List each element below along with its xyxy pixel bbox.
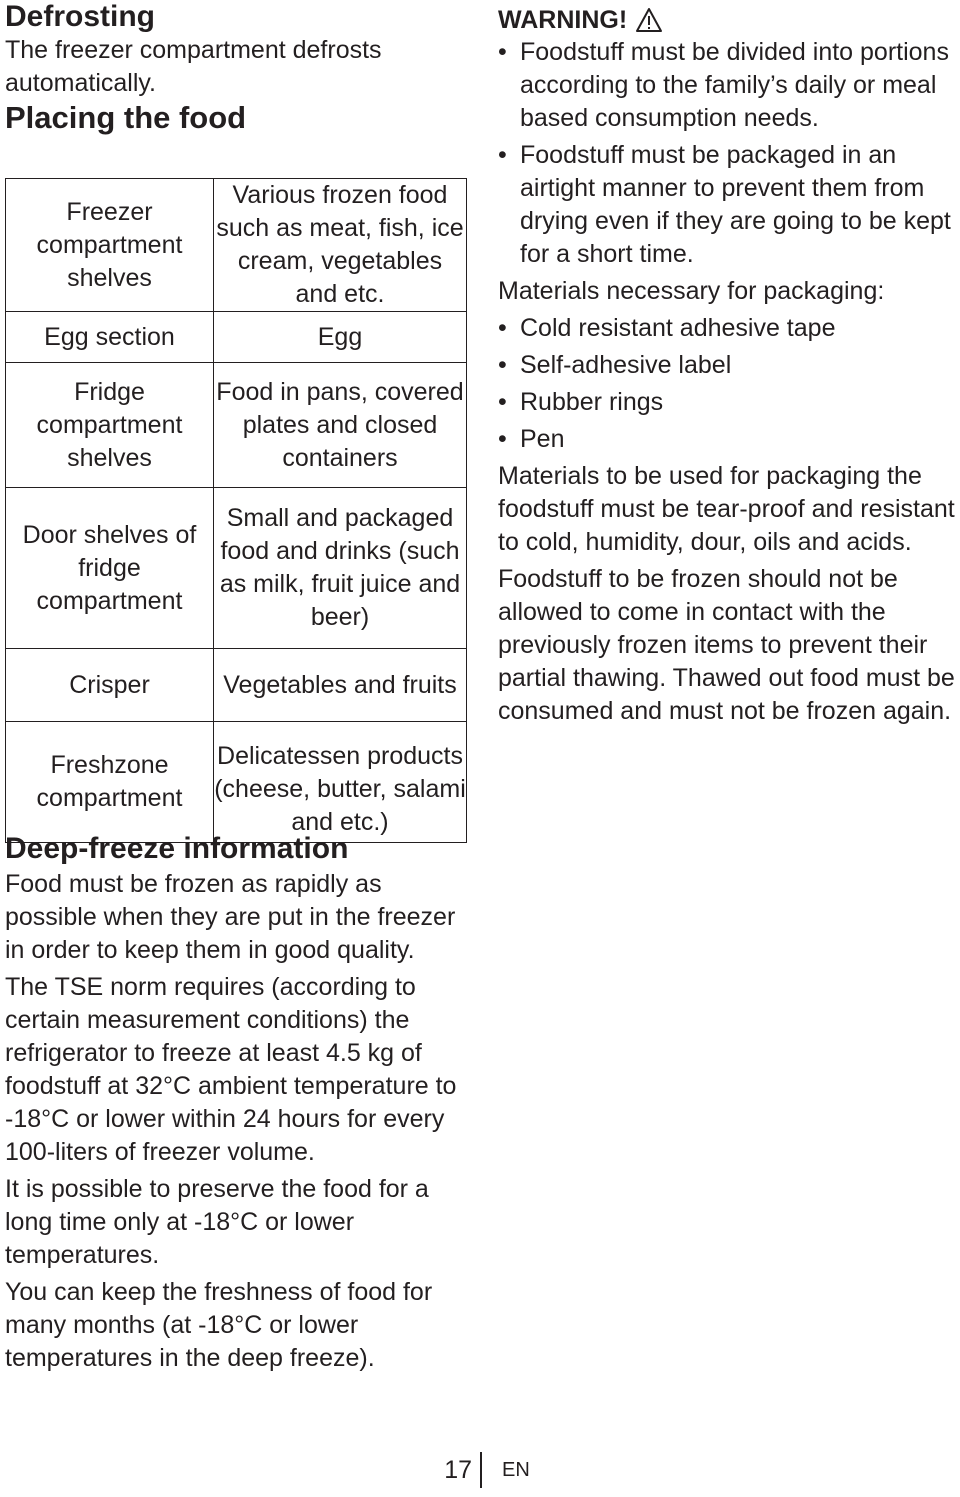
table-row [6, 722, 467, 843]
location-cell: Egg section [6, 312, 214, 363]
page-footer [440, 1452, 530, 1488]
page-number: 17 [444, 1455, 472, 1484]
table-row [6, 488, 467, 649]
table-row [6, 312, 467, 363]
freezing-note: Foodstuff to be frozen should not be allowed to come in contact with the previously frozen items to prevent their partial thawing. Thawed out food must be consumed and must not be frozen again. [498, 565, 955, 725]
location-cell: Door shelves of fridge compartment [6, 488, 214, 649]
table-row [6, 179, 467, 312]
contents-cell: Vegetables and fruits [214, 649, 467, 722]
list-item: • Pen [498, 425, 565, 453]
table-row [6, 649, 467, 722]
warning-body [498, 36, 958, 728]
contents-cell: Small and packaged food and drinks (such as milk, fruit juice and beer) [214, 488, 467, 649]
warning-triangle-icon [635, 7, 663, 33]
location-cell: Crisper [6, 649, 214, 722]
defrosting-heading: Defrosting [5, 0, 155, 33]
location-cell: Freezer compartment shelves [6, 179, 214, 312]
deep-freeze-paragraph: Food must be frozen as rapidly as possible when they are put in the freezer in order to keep them in good quality. [5, 870, 456, 964]
warning-section [498, 4, 958, 732]
contents-cell: Various frozen food such as meat, fish, ice cream, vegetables and etc. [214, 179, 467, 312]
list-item: • Rubber rings [498, 388, 664, 416]
location-cell: Freshzone compartment [6, 722, 214, 843]
deep-freeze-paragraph: You can keep the freshness of food for many months (at -18°C or lower temperatures in the deep freeze). [5, 1278, 433, 1372]
deep-freeze-paragraph: The TSE norm requires (according to certain measurement conditions) the refrigerator to freeze at least 4.5 kg of foodstuff at 32°C ambient temperature to -18°C or lower within 24 hours for every 100-liters of freezer volume. [5, 973, 457, 1166]
deep-freeze-heading: Deep-freeze information [5, 832, 349, 865]
list-item: • Self-adhesive label [498, 351, 732, 379]
contents-text: Delicatessen products (cheese, butter, salami and etc.) [214, 741, 466, 836]
deep-freeze-paragraph: It is possible to preserve the food for a long time only at -18°C or lower temperatures. [5, 1175, 429, 1269]
contents-cell [214, 722, 467, 843]
food-placement-table [5, 178, 467, 843]
footer-divider [480, 1452, 482, 1488]
warning-heading [498, 4, 958, 36]
list-item: • Cold resistant adhesive tape [498, 314, 836, 342]
location-cell: Fridge compartment shelves [6, 363, 214, 488]
materials-list [498, 312, 958, 456]
materials-intro: Materials necessary for packaging: [498, 277, 885, 305]
packaging-requirements: Materials to be used for packaging the foodstuff must be tear-proof and resistant to cold, humidity, dour, oils and acids. [498, 462, 955, 556]
warning-bullet: • Foodstuff must be packaged in an airtight manner to prevent them from drying even if they are going to be kept for a short time. [498, 141, 951, 268]
contents-cell: Food in pans, covered plates and closed containers [214, 363, 467, 488]
placing-food-heading: Placing the food [5, 100, 247, 135]
deep-freeze-body [5, 868, 475, 1379]
contents-cell: Egg [214, 312, 467, 363]
language-code: EN [502, 1458, 530, 1481]
defrosting-text: The freezer compartment defrosts automatically. [5, 36, 382, 97]
warning-title: WARNING! [498, 6, 628, 34]
warning-bullet: • Foodstuff must be divided into portions according to the family’s daily or meal based consumption needs. [498, 38, 949, 132]
table-row [6, 363, 467, 488]
